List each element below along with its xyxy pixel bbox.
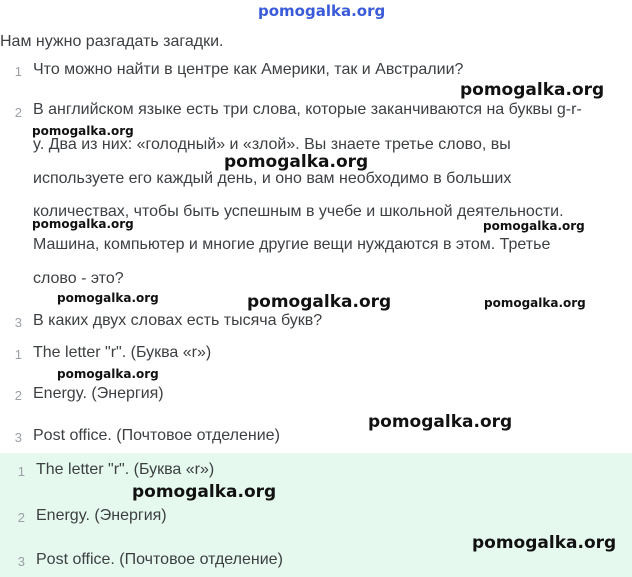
answer-number: 3: [17, 554, 25, 569]
watermark-small: pomogalka.org: [484, 296, 586, 310]
intro-text: Нам нужно разгадать загадки.: [0, 33, 224, 50]
watermark-small: pomogalka.org: [32, 217, 134, 231]
answer-number: 2: [17, 510, 25, 525]
watermark-large: pomogalka.org: [224, 152, 369, 172]
riddle-line: Машина, компьютер и многие другие вещи нуждаются в этом. Третье: [33, 236, 551, 253]
watermark-large: pomogalka.org: [132, 482, 277, 502]
watermark-small: pomogalka.org: [57, 367, 159, 381]
answer-text: Post office. (Почтовое отделение): [33, 427, 280, 444]
watermark-small: pomogalka.org: [483, 219, 585, 233]
watermark-small: pomogalka.org: [57, 291, 159, 305]
watermark-small: pomogalka.org: [32, 124, 134, 138]
answer-text: Energy. (Энергия): [33, 385, 164, 402]
riddle-line: Что можно найти в центре как Америки, так и Австралии?: [33, 61, 464, 78]
watermark-large: pomogalka.org: [368, 412, 513, 432]
riddle-line: В каких двух словах есть тысяча букв?: [33, 312, 323, 329]
riddle-line: используете его каждый день, и оно вам необходимо в больших: [33, 170, 512, 187]
riddle-line: y. Два из них: «голодный» и «злой». Вы знаете третье слово, вы: [33, 136, 511, 153]
riddle-line: количествах, чтобы быть успешным в учебе и школьной деятельности.: [33, 203, 564, 220]
watermark-large: pomogalka.org: [247, 292, 392, 312]
answer-text: Energy. (Энергия): [36, 507, 167, 524]
answer-number: 2: [14, 388, 22, 403]
riddle-line: слово - это?: [33, 270, 124, 287]
riddle-number: 1: [14, 64, 22, 79]
answer-number: 1: [14, 347, 22, 362]
answer-number: 1: [17, 464, 25, 479]
answer-text: Post office. (Почтовое отделение): [36, 551, 283, 568]
riddle-number: 3: [14, 315, 22, 330]
riddle-number: 2: [14, 105, 22, 120]
watermark-large: pomogalka.org: [472, 533, 617, 553]
watermark-top: pomogalka.org: [258, 2, 386, 20]
answer-text: The letter "r". (Буква «r»): [33, 344, 212, 361]
watermark-large: pomogalka.org: [460, 80, 605, 100]
answer-number: 3: [14, 430, 22, 445]
answer-text: The letter "r". (Буква «r»): [36, 461, 215, 478]
riddle-line: В английском языке есть три слова, которые заканчиваются на буквы g-r-: [33, 101, 582, 118]
